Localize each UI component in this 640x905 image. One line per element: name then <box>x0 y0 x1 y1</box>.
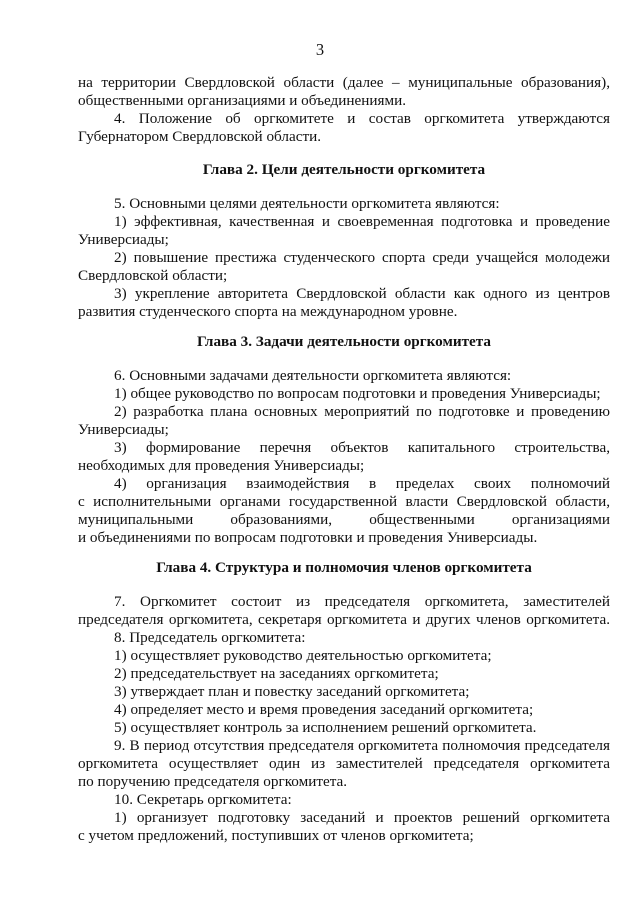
text-line: общественными организациями и объединениями. <box>78 92 407 109</box>
chapter-heading: Глава 2. Цели деятельности оргкомитета <box>202 161 486 178</box>
page-number: 3 <box>315 40 325 59</box>
text-line: 5) осуществляет контроль за исполнением решений оргкомитета. <box>114 719 537 736</box>
text-line: 1) общее руководство по вопросам подготовки и проведения Универсиады; <box>114 385 601 402</box>
text-line: Универсиады; <box>78 231 169 248</box>
text-line: 6. Основными задачами деятельности оргкомитета являются: <box>114 367 512 384</box>
text-line: 2) председательствует на заседаниях оргкомитета; <box>114 665 439 682</box>
text-line: необходимых для проведения Универсиады; <box>78 457 365 474</box>
text-line: 10. Секретарь оргкомитета: <box>114 791 292 808</box>
text-line: 7. Оргкомитет состоит из председателя оргкомитета, заместителей <box>114 593 610 610</box>
text-line: Свердловской области; <box>78 267 228 284</box>
text-line: и объединениями по вопросам подготовки и проведения Универсиады. <box>78 529 538 546</box>
chapter-heading: Глава 3. Задачи деятельности оргкомитета <box>196 333 492 350</box>
text-line: 2) разработка плана основных мероприятий по подготовке и проведению <box>114 403 610 420</box>
text-line: с исполнительными органами государственной власти Свердловской области, <box>78 493 610 510</box>
text-line: 8. Председатель оргкомитета: <box>114 629 306 646</box>
text-line: 4) организация взаимодействия в пределах своих полномочий <box>114 475 610 492</box>
text-line: по поручению председателя оргкомитета. <box>78 773 348 790</box>
text-line: 1) организует подготовку заседаний и проектов решений оргкомитета <box>114 809 610 826</box>
text-line: Универсиады; <box>78 421 169 438</box>
text-line: Губернатором Свердловской области. <box>78 128 322 145</box>
text-line: муниципальными образованиями, общественными организациями <box>78 511 610 528</box>
text-line: 3) укрепление авторитета Свердловской области как одного из центров <box>114 285 610 302</box>
text-line: председателя оргкомитета, секретаря оргкомитета и других членов оргкомитета. <box>78 611 610 628</box>
text-line: 1) эффективная, качественная и своевременная подготовка и проведение <box>114 213 610 230</box>
text-line: 2) повышение престижа студенческого спорта среди учащейся молодежи <box>114 249 610 266</box>
text-line: развития студенческого спорта на международном уровне. <box>78 303 458 320</box>
text-line: 4. Положение об оргкомитете и состав оргкомитета утверждаются <box>114 110 610 127</box>
text-line: 4) определяет место и время проведения заседаний оргкомитета; <box>114 701 534 718</box>
text-line: на территории Свердловской области (далее – муниципальные образования), <box>78 74 610 91</box>
text-line: 3) формирование перечня объектов капитального строительства, <box>114 439 610 456</box>
text-line: 5. Основными целями деятельности оргкомитета являются: <box>114 195 500 212</box>
text-line: 9. В период отсутствия председателя оргкомитета полномочия председателя <box>114 737 610 754</box>
text-line: с учетом предложений, поступивших от членов оргкомитета; <box>78 827 474 844</box>
text-line: оргкомитета осуществляет один из заместителей председателя оргкомитета <box>78 755 610 772</box>
chapter-heading: Глава 4. Структура и полномочия членов оргкомитета <box>156 559 532 576</box>
text-line: 1) осуществляет руководство деятельностью оргкомитета; <box>114 647 492 664</box>
text-line: 3) утверждает план и повестку заседаний оргкомитета; <box>114 683 470 700</box>
